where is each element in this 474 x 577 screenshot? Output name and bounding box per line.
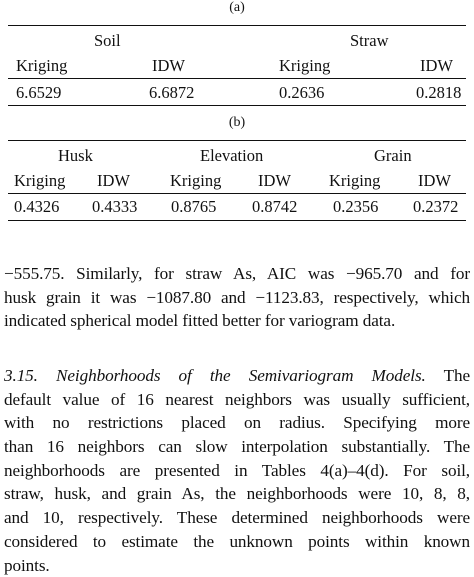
paragraph-neighborhoods — [4, 364, 470, 577]
table-b-cell-elevation-idw: 0.8742 — [252, 197, 297, 217]
table-b-bottom-rule — [8, 220, 466, 221]
table-a-subheader-idw-2: IDW — [420, 56, 453, 76]
paragraph-line: points. — [4, 554, 470, 577]
table-a-subheader-kriging-1: Kriging — [16, 56, 67, 76]
paragraph-line: default value of 16 nearest neighbors was usually sufficient, — [4, 388, 470, 412]
table-b-top-rule — [8, 140, 466, 141]
paragraph-aic — [4, 262, 470, 333]
table-b-caption: (b) — [0, 115, 474, 131]
table-b-cell-grain-idw: 0.2372 — [413, 197, 458, 217]
table-a-top-rule — [8, 25, 466, 26]
heading-line-rest: The — [426, 366, 470, 385]
table-b-cell-elevation-kriging: 0.8765 — [171, 197, 216, 217]
table-a-cell-straw-idw: 0.2818 — [416, 83, 461, 103]
table-a-cell-straw-kriging: 0.2636 — [279, 83, 324, 103]
section-heading: 3.15. Neighborhoods of the Semivariogram Models. — [4, 366, 426, 385]
paragraph-line: neighborhoods are presented in Tables 4(a)–4(d). For soil, — [4, 459, 470, 483]
table-b-header-rule — [8, 193, 466, 194]
paragraph-line: considered to estimate the unknown points within known — [4, 530, 470, 554]
table-a-header-rule — [8, 78, 466, 79]
table-b-subheader-kriging-3: Kriging — [329, 171, 380, 191]
table-a-group-soil: Soil — [94, 31, 121, 51]
table-a-cell-soil-idw: 6.6872 — [149, 83, 194, 103]
section-heading-line — [4, 364, 470, 388]
paragraph-line: and 10, respectively. These determined neighborhoods were — [4, 506, 470, 530]
paragraph-line: straw, husk, and grain As, the neighborhoods were 10, 8, 8, — [4, 482, 470, 506]
paragraph-line: than 16 neighbors can slow interpolation substantially. The — [4, 435, 470, 459]
table-b-cell-husk-idw: 0.4333 — [92, 197, 137, 217]
paragraph-line: −555.75. Similarly, for straw As, AIC was −965.70 and for — [4, 262, 470, 286]
table-a-subheader-idw-1: IDW — [152, 56, 185, 76]
table-b-cell-grain-kriging: 0.2356 — [333, 197, 378, 217]
table-a-group-straw: Straw — [350, 31, 389, 51]
table-b-subheader-kriging-1: Kriging — [14, 171, 65, 191]
table-b-group-grain: Grain — [374, 146, 412, 166]
table-a-cell-soil-kriging: 6.6529 — [16, 83, 61, 103]
table-b-subheader-idw-3: IDW — [418, 171, 451, 191]
paragraph-line: husk grain it was −1087.80 and −1123.83, respectively, which — [4, 286, 470, 310]
table-a-caption: (a) — [0, 0, 474, 16]
paragraph-line: indicated spherical model fitted better for variogram data. — [4, 309, 470, 333]
table-b-group-elevation: Elevation — [200, 146, 263, 166]
table-b-cell-husk-kriging: 0.4326 — [14, 197, 59, 217]
table-a-subheader-kriging-2: Kriging — [279, 56, 330, 76]
table-b-subheader-kriging-2: Kriging — [170, 171, 221, 191]
table-b-subheader-idw-1: IDW — [97, 171, 130, 191]
table-b-subheader-idw-2: IDW — [258, 171, 291, 191]
table-b-group-husk: Husk — [58, 146, 93, 166]
table-a-bottom-rule — [8, 105, 466, 106]
paragraph-line: with no restrictions placed on radius. Specifying more — [4, 411, 470, 435]
